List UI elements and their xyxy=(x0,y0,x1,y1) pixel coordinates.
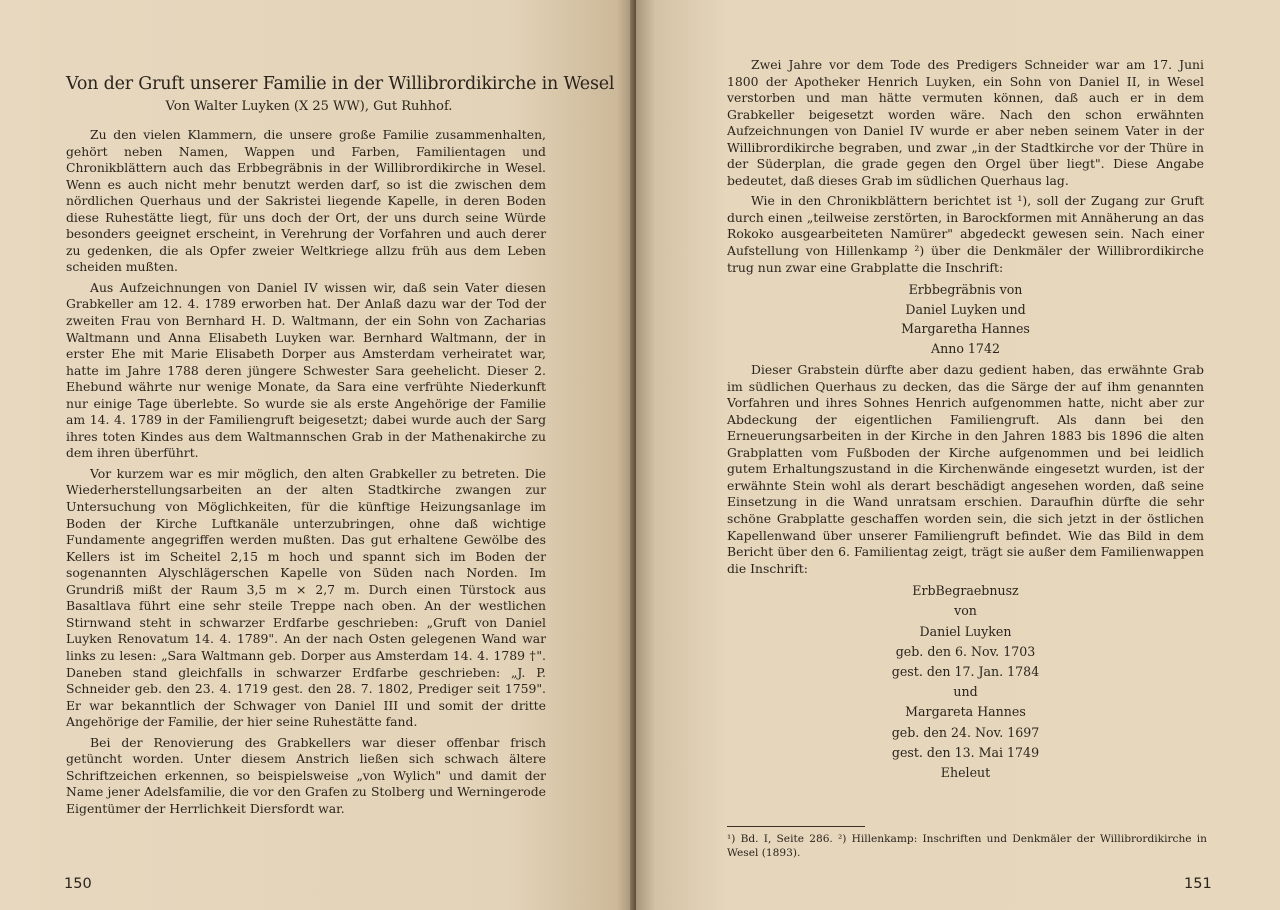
inscription-line: gest. den 17. Jan. 1784 xyxy=(891,664,1040,680)
inscription-line: von xyxy=(954,603,977,619)
footnote-rule xyxy=(727,826,865,827)
inscription-line: Eheleut xyxy=(940,765,991,781)
footnote: ¹) Bd. I, Seite 286. ²) Hillenkamp: Inschriften und Denkmäler der Willibrordikirche in Wesel (1893). xyxy=(727,833,1207,859)
inscription-line: Margareta Hannes xyxy=(905,704,1026,720)
right-text-column xyxy=(727,57,1204,787)
inscription-line: gest. den 13. Mai 1749 xyxy=(891,744,1040,760)
inscription-line: Erbbegräbnis von xyxy=(908,282,1023,298)
inscription-line: geb. den 24. Nov. 1697 xyxy=(891,724,1040,740)
paragraph: Bei der Renovierung des Grabkellers war dieser offenbar frisch getüncht worden. Unter diesem Anstrich ließen sich schwach ältere Schriftzeichen erkennen, so beispielsweise „von Wylich" und damit der Name jener Adelsfamilie, die vor den Grafen zu Stolberg und Werningerode Eigentümer der Herrlichkeit Diersfordt war. xyxy=(66,734,546,816)
inscription-line: ErbBegraebnusz xyxy=(912,583,1019,599)
paragraph: Dieser Grabstein dürfte aber dazu gedient haben, das erwähnte Grab im südlichen Querhaus zu decken, das die Särge der auf ihm genannten Vorfahren und ihres Sohnes Henrich aufgenommen hatte, nicht aber zur Abdeckung der eigentlichen Familiengruft. Als dann bei den Erneuerungsarbeiten in der Kirche in den Jahren 1883 bis 1896 die alten Grabplatten vom Fußboden der Kirche aufgenommen und bei leidlich gutem Erhaltungszustand in die Kirchenwände eingesetzt wurden, ist der erwähnte Stein wohl als derart beschädigt angesehen worden, daß seine Einsetzung in die Wand unratsam erschien. Daraufhin dürfte die sehr schöne Grabplatte geschaffen worden sein, die sich jetzt in der östlichen Kapellenwand über unserer Familiengruft befindet. Wie das Bild in dem Bericht über den 6. Familientag zeigt, trägt sie außer dem Familienwappen die Inschrift: xyxy=(727,362,1204,576)
paragraph: Zwei Jahre vor dem Tode des Predigers Schneider war am 17. Juni 1800 der Apotheker Henrich Luyken, ein Sohn von Daniel II, in Wesel verstorben und man hätte vermuten können, daß auch er in dem Grabkeller beigesetzt worden wäre. Nach den schon erwähnten Aufzeichnungen von Daniel IV wurde er aber neben seinem Vater in der Willibrordikirche begraben, und zwar „in der Stadtkirche vor der Thüre in der Süderplan, die grade gegen den Orgel über liegt". Diese Angabe bedeutet, daß dieses Grab im südlichen Querhaus lag. xyxy=(727,57,1204,188)
page-number-right: 151 xyxy=(1184,876,1212,892)
inscription-line: Daniel Luyken xyxy=(919,623,1012,639)
inscription-2 xyxy=(727,581,1204,783)
right-page xyxy=(636,0,1280,910)
inscription-line: und xyxy=(953,684,978,700)
inscription-line: geb. den 6. Nov. 1703 xyxy=(895,643,1036,659)
inscription-1 xyxy=(727,280,1204,358)
left-page xyxy=(0,0,636,910)
page-number-left: 150 xyxy=(64,876,92,892)
paragraph: Aus Aufzeichnungen von Daniel IV wissen wir, daß sein Vater diesen Grabkeller am 12. 4. 1789 erworben hat. Der Anlaß dazu war der Tod der zweiten Frau von Bernhard H. D. Waltmann, der ein Sohn von Zacharias Waltmann und Anna Elisabeth Luyken war. Bernhard Waltmann, der in erster Ehe mit Marie Elisabeth Dorper aus Amsterdam verheiratet war, hatte im Jahre 1788 deren jüngere Schwester Sara geehelicht. Dieser 2. Ehebund währte nur wenige Monate, da Sara eine verfrühte Niederkunft nur einige Tage überlebte. So wurde sie als erste Angehörige der Familie am 14. 4. 1789 in der Familiengruft beigesetzt; dabei wurde auch der Sarg ihres toten Kindes aus dem Waltmannschen Grab in der Mathenakirche zu dem ihren überführt. xyxy=(66,279,546,461)
paragraph: Wie in den Chronikblättern berichtet ist ¹), soll der Zugang zur Gruft durch einen „teilweise zerstörten, in Barockformen mit Annäherung an das Rokoko ausgearbeiteten Namürer" abgedeckt gewesen sein. Nach einer Aufstellung von Hillenkamp ²) über die Denkmäler der Willibrordikirche trug nun zwar eine Grabplatte die Inschrift: xyxy=(727,193,1204,275)
article-title: Von der Gruft unserer Familie in der Willibrordikirche in Wesel xyxy=(66,74,615,94)
inscription-line: Anno 1742 xyxy=(931,340,1000,356)
paragraph: Vor kurzem war es mir möglich, den alten Grabkeller zu betreten. Die Wiederherstellungsarbeiten an der alten Stadtkirche zwangen zur Untersuchung von Möglichkeiten, für die künftige Heizungsanlage im Boden der Kirche Luftkanäle unterzubringen, ohne daß wichtige Fundamente angegriffen werden mußten. Das gut erhaltene Gewölbe des Kellers ist im Scheitel 2,15 m hoch und spannt sich im Boden der sogenannten Alyschlägerschen Kapelle von Süden nach Norden. Im Grundriß mißt der Raum 3,5 m × 2,7 m. Durch einen Türstock aus Basaltlava führt eine sehr steile Treppe nach oben. An der westlichen Stirnwand steht in schwarzer Erdfarbe geschrieben: „Gruft von Daniel Luyken Renovatum 14. 4. 1789". An der nach Osten gelegenen Wand war links zu lesen: „Sara Waltmann geb. Dorper aus Amsterdam 14. 4. 1789 †". Daneben stand gleichfalls in schwarzer Erdfarbe geschrieben: „J. P. Schneider geb. den 23. 4. 1719 gest. den 28. 7. 1802, Prediger seit 1759". Er war bekanntlich der Schwager von Daniel III und somit der dritte Angehörige der Familie, der hier seine Ruhestätte fand. xyxy=(66,465,546,730)
paragraph: Zu den vielen Klammern, die unsere große Familie zusammenhalten, gehört neben Namen, Wappen und Farben, Familientagen und Chronikblättern auch das Erbbegräbnis in der Willibrordikirche in Wesel. Wenn es auch nicht mehr benutzt werden darf, so ist die zwischen dem nördlichen Querhaus und der Sakristei liegende Kapelle, in deren Boden diese Ruhestätte liegt, für uns doch der Ort, der uns durch seine Würde besonders geeignet erscheint, in Verehrung der Vorfahren und auch derer zu gedenken, die als Opfer zweier Weltkriege allzu früh aus dem Leben scheiden mußten. xyxy=(66,127,546,275)
left-text-column xyxy=(66,127,546,821)
article-byline: Von Walter Luyken (X 25 WW), Gut Ruhhof. xyxy=(165,99,453,114)
inscription-line: Margaretha Hannes xyxy=(901,321,1030,337)
inscription-line: Daniel Luyken und xyxy=(905,301,1026,317)
